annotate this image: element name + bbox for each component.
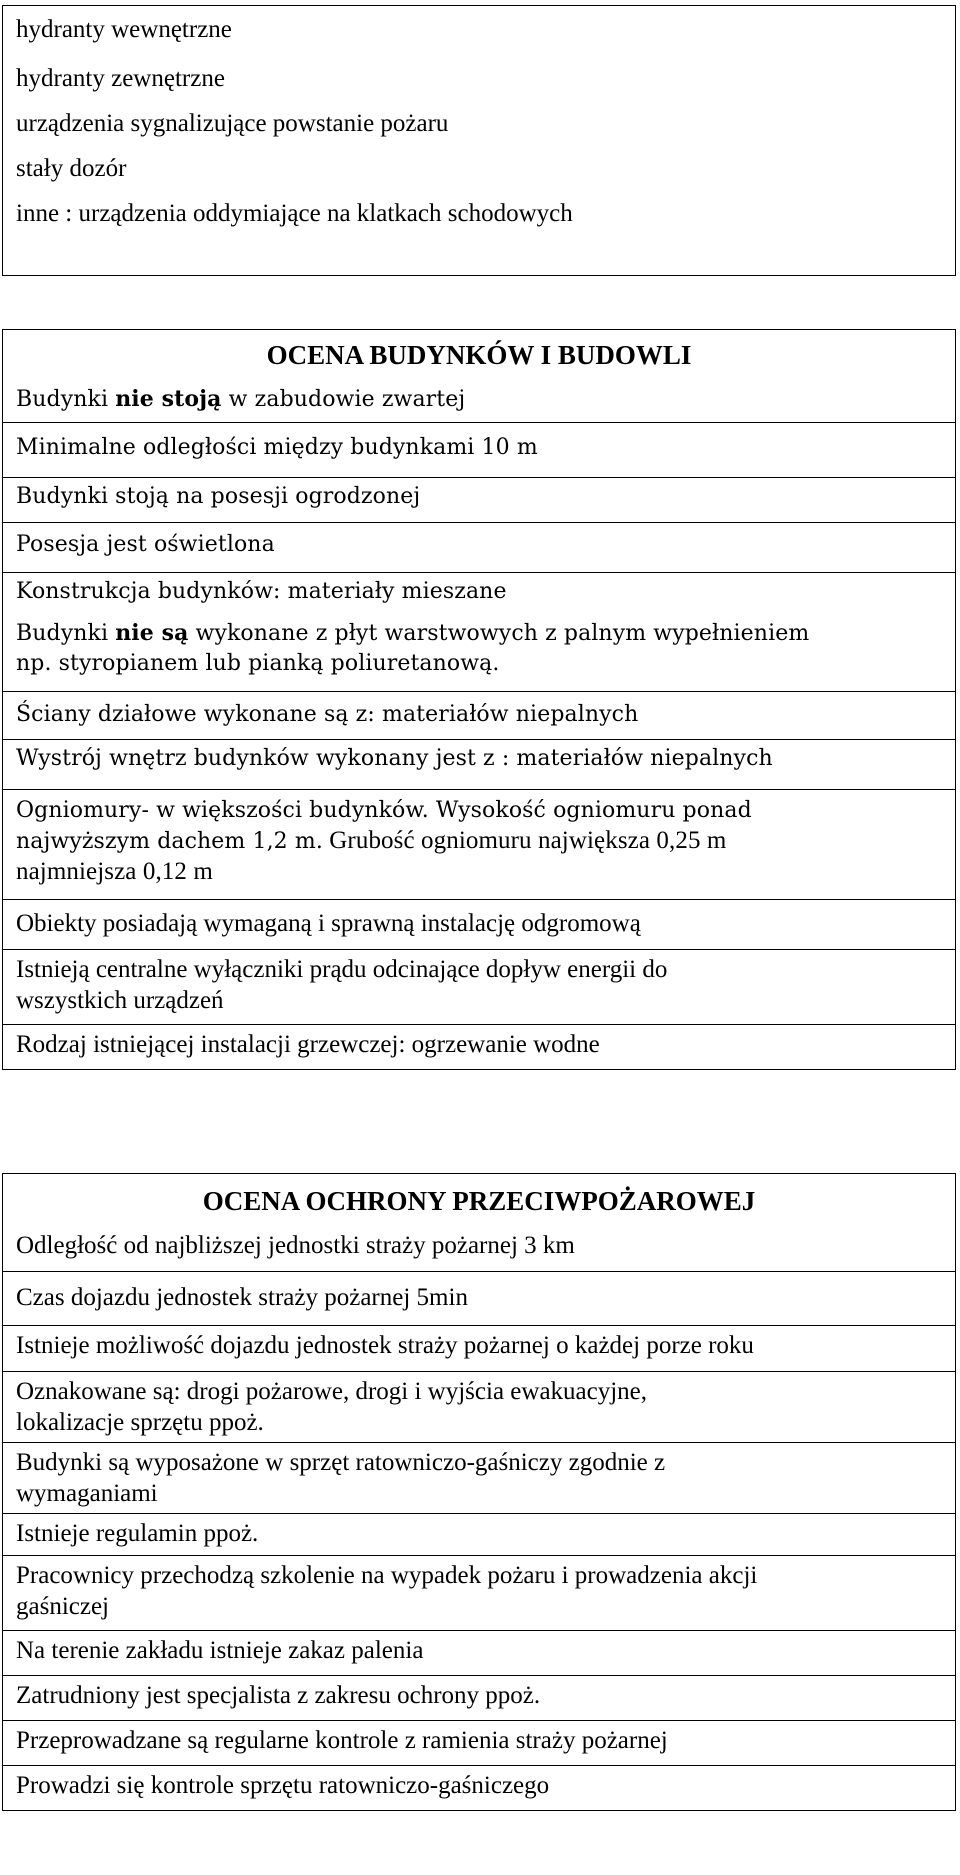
row-interior-finish xyxy=(3,739,955,789)
row-internal-hydrants xyxy=(3,6,955,59)
row-text: gaśniczej xyxy=(16,1593,110,1620)
row-text: Przeprowadzane są regularne kontrole z ramienia straży pożarnej xyxy=(16,1727,668,1754)
row-main-switches xyxy=(3,949,955,1024)
row-text: Zatrudniony jest specjalista z zakresu ochrony ppoż. xyxy=(16,1682,541,1709)
row-marked-routes xyxy=(3,1371,955,1442)
row-permanent-supervision xyxy=(3,149,955,194)
title-text: OCENA OCHRONY PRZECIWPOŻAROWEJ xyxy=(202,1186,756,1216)
row-other-devices xyxy=(3,194,955,275)
row-property-lit xyxy=(3,522,955,572)
row-construction-materials xyxy=(3,572,955,614)
row-fire-specialist xyxy=(3,1675,955,1720)
row-smoking-ban xyxy=(3,1630,955,1675)
row-text: wymaganiami xyxy=(16,1480,158,1507)
row-text: Czas dojazdu jednostek straży pożarnej 5min xyxy=(16,1284,468,1311)
row-text: Ogniomury- w większości budynków. Wysokość ogniomuru ponad xyxy=(16,798,752,823)
row-text: Obiekty posiadają wymaganą i sprawną instalację odgromową xyxy=(16,910,641,937)
row-text: wykonane z płyt warstwowych z palnym wypełnieniem xyxy=(188,621,810,646)
row-text: Budynki stoją na posesji ogrodzonej xyxy=(16,484,421,509)
title-text: OCENA BUDYNKÓW I BUDOWLI xyxy=(266,340,692,370)
row-text: inne : urządzenia oddymiające na klatkach schodowych xyxy=(16,200,573,227)
row-arrival-time xyxy=(3,1271,955,1325)
row-fire-regulations xyxy=(3,1513,955,1555)
row-text: Wystrój wnętrz budynków wykonany jest z : materiałów niepalnych xyxy=(16,746,773,771)
row-partition-walls xyxy=(3,691,955,739)
row-text: wszystkich urządzeń xyxy=(16,987,224,1014)
row-text: hydranty zewnętrzne xyxy=(16,65,225,92)
row-text: Budynki są wyposażone w sprzęt ratowniczo-gaśniczy zgodnie z xyxy=(16,1449,666,1476)
row-not-dense-development xyxy=(3,380,955,422)
row-text: Budynki xyxy=(16,387,116,412)
row-text: Minimalne odległości między budynkami 10 m xyxy=(16,435,538,460)
row-equipment-checks xyxy=(3,1765,955,1810)
equipment-table xyxy=(2,5,956,276)
row-text: Na terenie zakładu istnieje zakaz palenia xyxy=(16,1637,424,1664)
row-heating-type xyxy=(3,1024,955,1069)
row-text: urządzenia sygnalizujące powstanie pożaru xyxy=(16,110,449,137)
row-lightning-protection xyxy=(3,899,955,949)
row-text: Budynki xyxy=(16,621,116,646)
row-text: Istnieją centralne wyłączniki prądu odcinające dopływ energii do xyxy=(16,956,668,983)
row-staff-training xyxy=(3,1555,955,1630)
row-text: najwyższym dachem 1,2 m. xyxy=(16,829,323,854)
row-regular-inspections xyxy=(3,1720,955,1765)
row-text-bold: nie stoją xyxy=(115,386,222,412)
row-text: Istnieje możliwość dojazdu jednostek straży pożarnej o każdej porze roku xyxy=(16,1332,754,1359)
row-firewalls xyxy=(3,789,955,899)
row-text: stały dozór xyxy=(16,155,127,182)
row-text: Istnieje regulamin ppoż. xyxy=(16,1520,259,1547)
buildings-assessment-table xyxy=(2,329,956,1070)
row-min-distance xyxy=(3,422,955,477)
fire-protection-table xyxy=(2,1173,956,1811)
row-text: Pracownicy przechodzą szkolenie na wypadek pożaru i prowadzenia akcji xyxy=(16,1562,758,1589)
row-text: Oznakowane są: drogi pożarowe, drogi i wyjścia ewakuacyjne, xyxy=(16,1378,648,1405)
row-text: Rodzaj istniejącej instalacji grzewczej: ogrzewanie wodne xyxy=(16,1031,600,1058)
row-text: Ściany działowe wykonane są z: materiałów niepalnych xyxy=(16,702,639,727)
row-text: Grubość ogniomuru największa 0,25 m xyxy=(322,827,727,854)
row-fire-alarm-devices xyxy=(3,104,955,149)
row-text-line2: np. styropianem lub pianką poliuretanową. xyxy=(16,651,500,676)
row-text: Odległość od najbliższej jednostki straży pożarnej 3 km xyxy=(16,1232,575,1259)
row-text: w zabudowie zwartej xyxy=(221,387,466,412)
row-text: Prowadzi się kontrole sprzętu ratowniczo-gaśniczego xyxy=(16,1772,550,1799)
row-text: Konstrukcja budynków: materiały mieszane xyxy=(16,579,507,604)
row-sandwich-panels xyxy=(3,614,955,691)
row-external-hydrants xyxy=(3,59,955,104)
section-title-buildings xyxy=(3,330,955,380)
row-fire-station-distance xyxy=(3,1226,955,1271)
row-text: Posesja jest oświetlona xyxy=(16,532,275,557)
row-equipment-compliance xyxy=(3,1442,955,1513)
row-fenced-property xyxy=(3,477,955,522)
section-title-fire-protection xyxy=(3,1174,955,1226)
row-text: lokalizacje sprzętu ppoż. xyxy=(16,1409,264,1436)
row-access-year-round xyxy=(3,1325,955,1371)
row-text: najmniejsza 0,12 m xyxy=(16,858,213,885)
row-text: hydranty wewnętrzne xyxy=(16,16,232,43)
row-text-bold: nie są xyxy=(115,620,189,646)
